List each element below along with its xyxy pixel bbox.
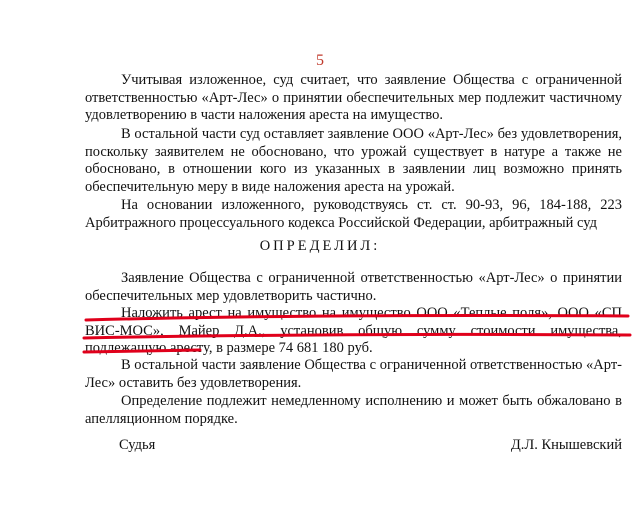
ruling-item-appeal: Определение подлежит немедленному исполнению и может быть обжаловано в апелляционном порядке. xyxy=(85,393,622,427)
ruling-item-partial-grant: Заявление Общества с ограниченной ответственностью «Арт-Лес» о принятии обеспечительных мер удовлетворить частично. xyxy=(85,270,622,304)
page-number: 5 xyxy=(316,52,324,69)
signature-name: Д.Л. Кнышевский xyxy=(510,437,622,453)
ruling-item-denied: В остальной части заявление Общества с ограниченной ответственностью «Арт-Лес» оставить без удовлетворения. xyxy=(85,357,622,391)
signature-role: Судья xyxy=(119,437,156,453)
paragraph-remaining-denied: В остальной части суд оставляет заявление ООО «Арт-Лес» без удовлетворения, поскольку заявителем не обосновано, что урожай существует в натуре а также не обосновано, в отношении кого из указанных в заявлении лиц возможно принять обеспечительную меру в виде наложения ареста на урожай. xyxy=(85,126,622,195)
ruling-item-arrest: Наложить арест на имущество на имущество ООО «Теплые поля», ООО «СП ВИС-МОС», Майер Д.А., установив общую сумму стоимости имущества, подлежащую аресту, в размере 74 681 180 руб. xyxy=(85,305,622,356)
ruling-heading: ОПРЕДЕЛИЛ: xyxy=(259,238,381,254)
paragraph-conclusion: Учитывая изложенное, суд считает, что заявление Общества с ограниченной ответственностью «Арт-Лес» о принятии обеспечительных мер подлежит частичному удовлетворению в части наложения ареста на имущество. xyxy=(85,72,622,123)
paragraph-legal-basis: На основании изложенного, руководствуясь ст. ст. 90-93, 96, 184-188, 223 Арбитражного процессуального кодекса Российской Федерации, арбитражный суд xyxy=(85,197,622,231)
